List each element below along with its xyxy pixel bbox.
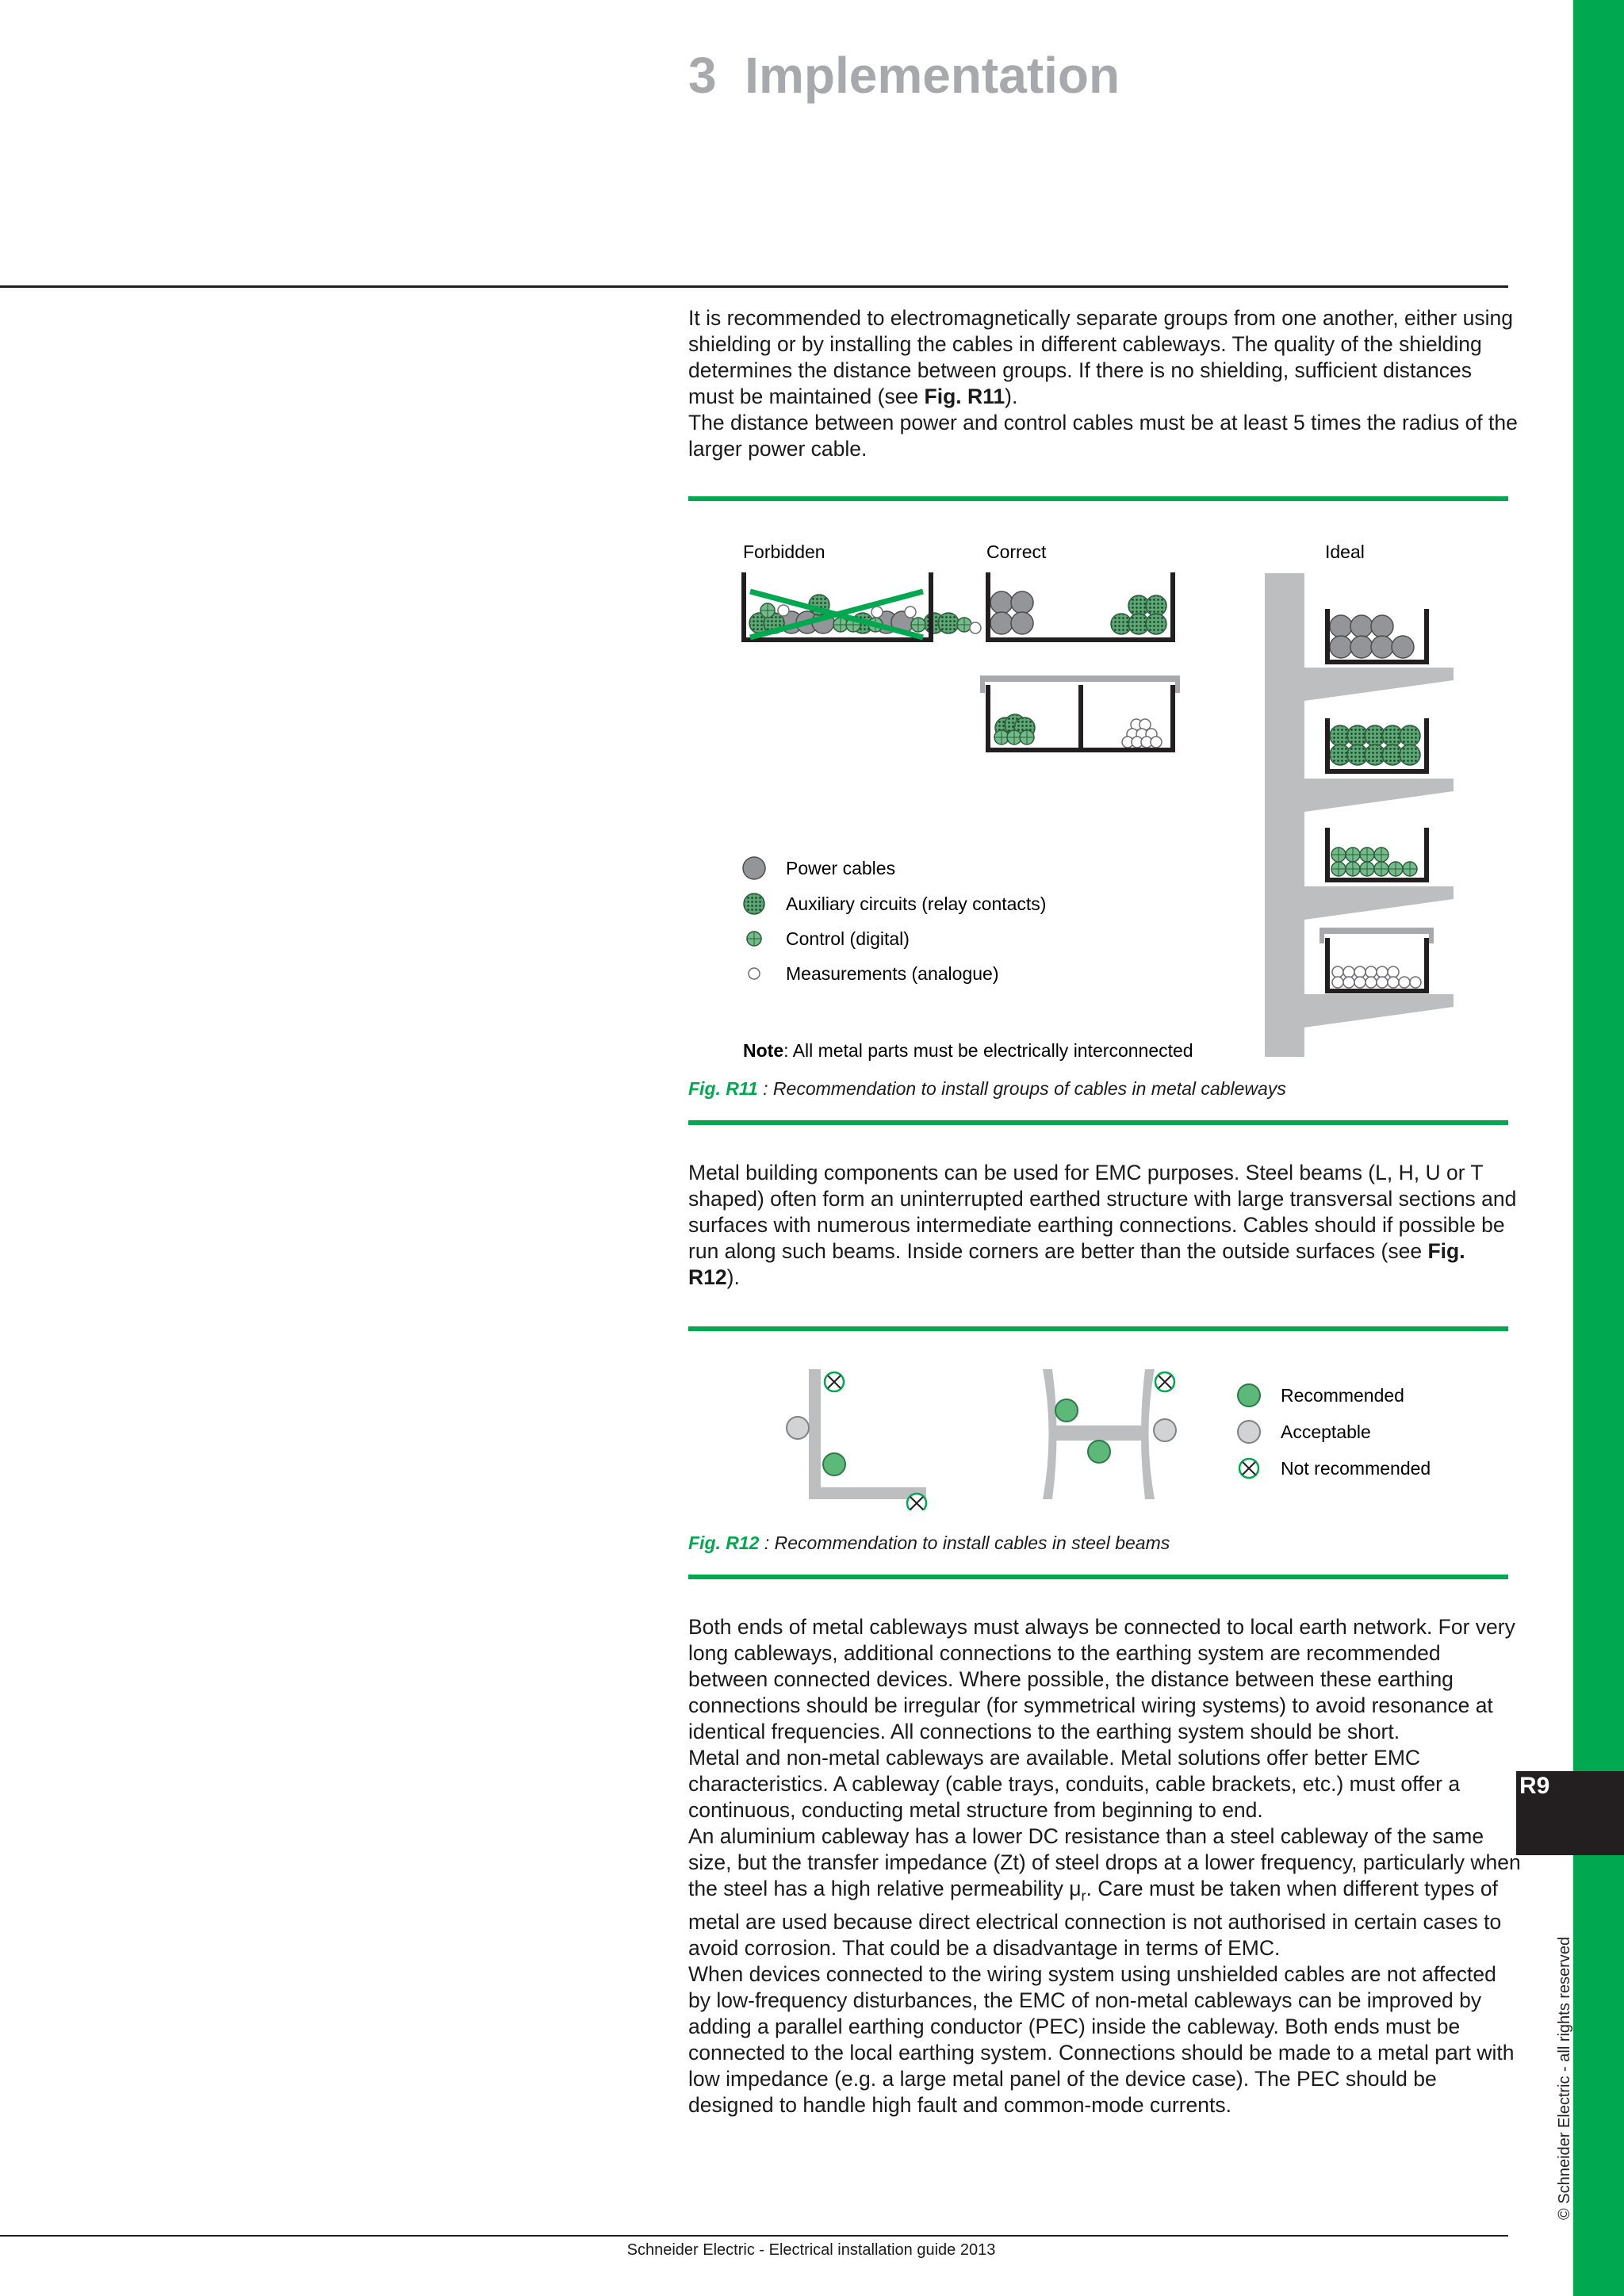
- l-beam-acceptable: [787, 1417, 809, 1439]
- not-recommended-icon: [1239, 1459, 1258, 1478]
- fig-r12-legend: [1238, 1384, 1431, 1479]
- fig-r12-reference: Fig. R12: [688, 1239, 1465, 1289]
- footer-text: Schneider Electric - Electrical installation guide 2013: [626, 2241, 996, 2259]
- fig-r12-caption-label: Fig. R12: [688, 1533, 760, 1553]
- body-paragraph-1: Both ends of metal cableways must always be connected to local earth network. For very long cableways, additional connections to the earthing system are recommended between connected devices. Where possible, the distance between these earthing connections should be irregular (for symmetrical wiring systems) to avoid resonance at identical frequencies. All connections to the earthing system should be short.: [688, 1615, 1515, 1743]
- body-paragraph-3: [688, 1823, 1521, 1961]
- ideal-tray-control: [1327, 828, 1427, 880]
- h-beam-not-recommended: [1155, 1372, 1174, 1391]
- h-beam-recommended-top: [1055, 1399, 1078, 1422]
- header-rule: [0, 285, 1508, 288]
- legend-auxiliary: Auxiliary circuits (relay contacts): [786, 894, 1047, 914]
- fig-r11-legend: [743, 857, 1046, 984]
- fig-r12-beam-diagram: [688, 1360, 1513, 1510]
- copyright-notice: © Schneider Electric - all rights reserved: [1556, 1936, 1573, 2220]
- correct-tray-divided: [980, 675, 1180, 750]
- ideal-tray-auxiliary: [1327, 718, 1427, 771]
- legend-measurement: Measurements (analogue): [786, 963, 999, 984]
- fig-r11-note: [743, 1040, 1193, 1061]
- h-beam: [1043, 1369, 1176, 1499]
- beams-text-body: Metal building components can be used for EMC purposes. Steel beams (L, H, U or T shaped) often form an uninterrupted earthed structure with large transversal sections and surfaces with numerous intermediate earthing connections. Cables should if possible be run along such beams. Inside corners are better than the outside surfaces (see: [688, 1161, 1517, 1263]
- intro-p1-end: ).: [1005, 385, 1018, 408]
- intro-paragraph-1: [688, 305, 1521, 410]
- footer-rule: [0, 2235, 1508, 2237]
- correct-tray-single: [988, 572, 1173, 640]
- note-label: Note: [743, 1040, 784, 1061]
- l-beam-not-recommended-top: [825, 1372, 844, 1391]
- fig-r11-caption-label: Fig. R11: [688, 1078, 758, 1099]
- fig-r11-top-rule: [688, 496, 1508, 501]
- side-accent-bar: [1573, 0, 1624, 2296]
- fig-r11-bottom-rule: [688, 1120, 1508, 1125]
- intro-paragraph-2: The distance between power and control cables must be at least 5 times the radius of the larger power cable.: [688, 411, 1518, 461]
- fig-r12-bottom-rule: [688, 1575, 1508, 1579]
- fig-r12-caption: [688, 1533, 1170, 1554]
- beams-paragraph: [688, 1160, 1521, 1291]
- legend-control: Control (digital): [786, 928, 910, 949]
- beams-text: [688, 1160, 1521, 1291]
- l-beam: [787, 1369, 926, 1510]
- body-p3-end: . Care must be taken when different types of metal are used because direct electrical connection is not authorised in certain cases to avoid corrosion. That could be a disadvantage in terms of EMC.: [688, 1877, 1502, 1961]
- note-text: : All metal parts must be electrically interconnected: [783, 1040, 1193, 1061]
- forbidden-tray: [744, 572, 981, 640]
- fig-r11-reference: Fig. R11: [924, 385, 1005, 408]
- h-beam-recommended-bottom: [1088, 1441, 1110, 1463]
- l-beam-not-recommended-bottom: [907, 1494, 926, 1510]
- control-cable-icon: [747, 932, 761, 946]
- ideal-tray-power: [1327, 609, 1427, 662]
- power-cable-icon: [743, 857, 765, 879]
- correct-label: Correct: [986, 541, 1047, 562]
- body-paragraph-4: When devices connected to the wiring system using unshielded cables are not affected by low-frequency disturbances, the EMC of non-metal cableways can be improved by adding a parallel earthing conductor (PEC) inside the cableway. Both ends must be connected to the local earthing system. Connections should be made to a metal part with low impedance (e.g. a large metal panel of the device case). The PEC should be designed to handle high fault and common-mode currents.: [688, 1962, 1515, 2118]
- page-number-tab: [1516, 1771, 1624, 1855]
- body-paragraph-2: Metal and non-metal cableways are available. Metal solutions offer better EMC characteristics. A cableway (cable trays, conduits, cable brackets, etc.) must offer a continuous, conducting metal structure from beginning to end.: [688, 1746, 1461, 1822]
- chapter-title: Implementation: [745, 47, 1120, 104]
- fig-r11-caption-text: : Recommendation to install groups of cables in metal cableways: [757, 1078, 1286, 1099]
- fig-r11-cable-diagram: [688, 523, 1513, 1062]
- measurement-cable-icon: [749, 968, 760, 979]
- legend-not-recommended: Not recommended: [1281, 1458, 1431, 1479]
- recommended-icon: [1238, 1384, 1260, 1406]
- legend-recommended: Recommended: [1281, 1385, 1404, 1406]
- chapter-number: 3: [688, 47, 717, 104]
- intro-p1-text: It is recommended to electromagnetically separate groups from one another, either using shielding or by installing the cables in different cableways. The quality of the shielding determines the distance between groups. If there is no shielding, sufficient distances must be maintained (see: [688, 306, 1513, 408]
- fig-r12-top-rule: [688, 1326, 1508, 1331]
- body-p3-subscript: r: [1081, 1888, 1086, 1904]
- fig-r11-caption: [688, 1078, 1286, 1100]
- fig-r12-caption-text: : Recommendation to install cables in steel beams: [759, 1533, 1170, 1553]
- beams-text-end: ).: [726, 1265, 740, 1289]
- body-text: [688, 1614, 1521, 2118]
- acceptable-icon: [1238, 1421, 1260, 1443]
- page-number: R9: [1519, 1773, 1550, 1799]
- legend-acceptable: Acceptable: [1281, 1422, 1371, 1442]
- forbidden-label: Forbidden: [743, 541, 825, 562]
- footer: [0, 2241, 1624, 2260]
- h-beam-acceptable: [1154, 1419, 1176, 1441]
- chapter-heading: [688, 46, 1120, 105]
- ideal-tray-measurement: [1320, 928, 1434, 991]
- l-beam-recommended: [823, 1453, 845, 1475]
- ideal-label: Ideal: [1325, 541, 1365, 562]
- body-p3-start: An aluminium cableway has a lower DC resistance than a steel cableway of the same size, but the transfer impedance (Zt) of steel drops at a lower frequency, particularly when the steel has a high relative permeability μ: [688, 1824, 1521, 1900]
- auxiliary-circuit-icon: [744, 894, 764, 914]
- legend-power: Power cables: [786, 858, 896, 878]
- intro-text: [688, 305, 1521, 462]
